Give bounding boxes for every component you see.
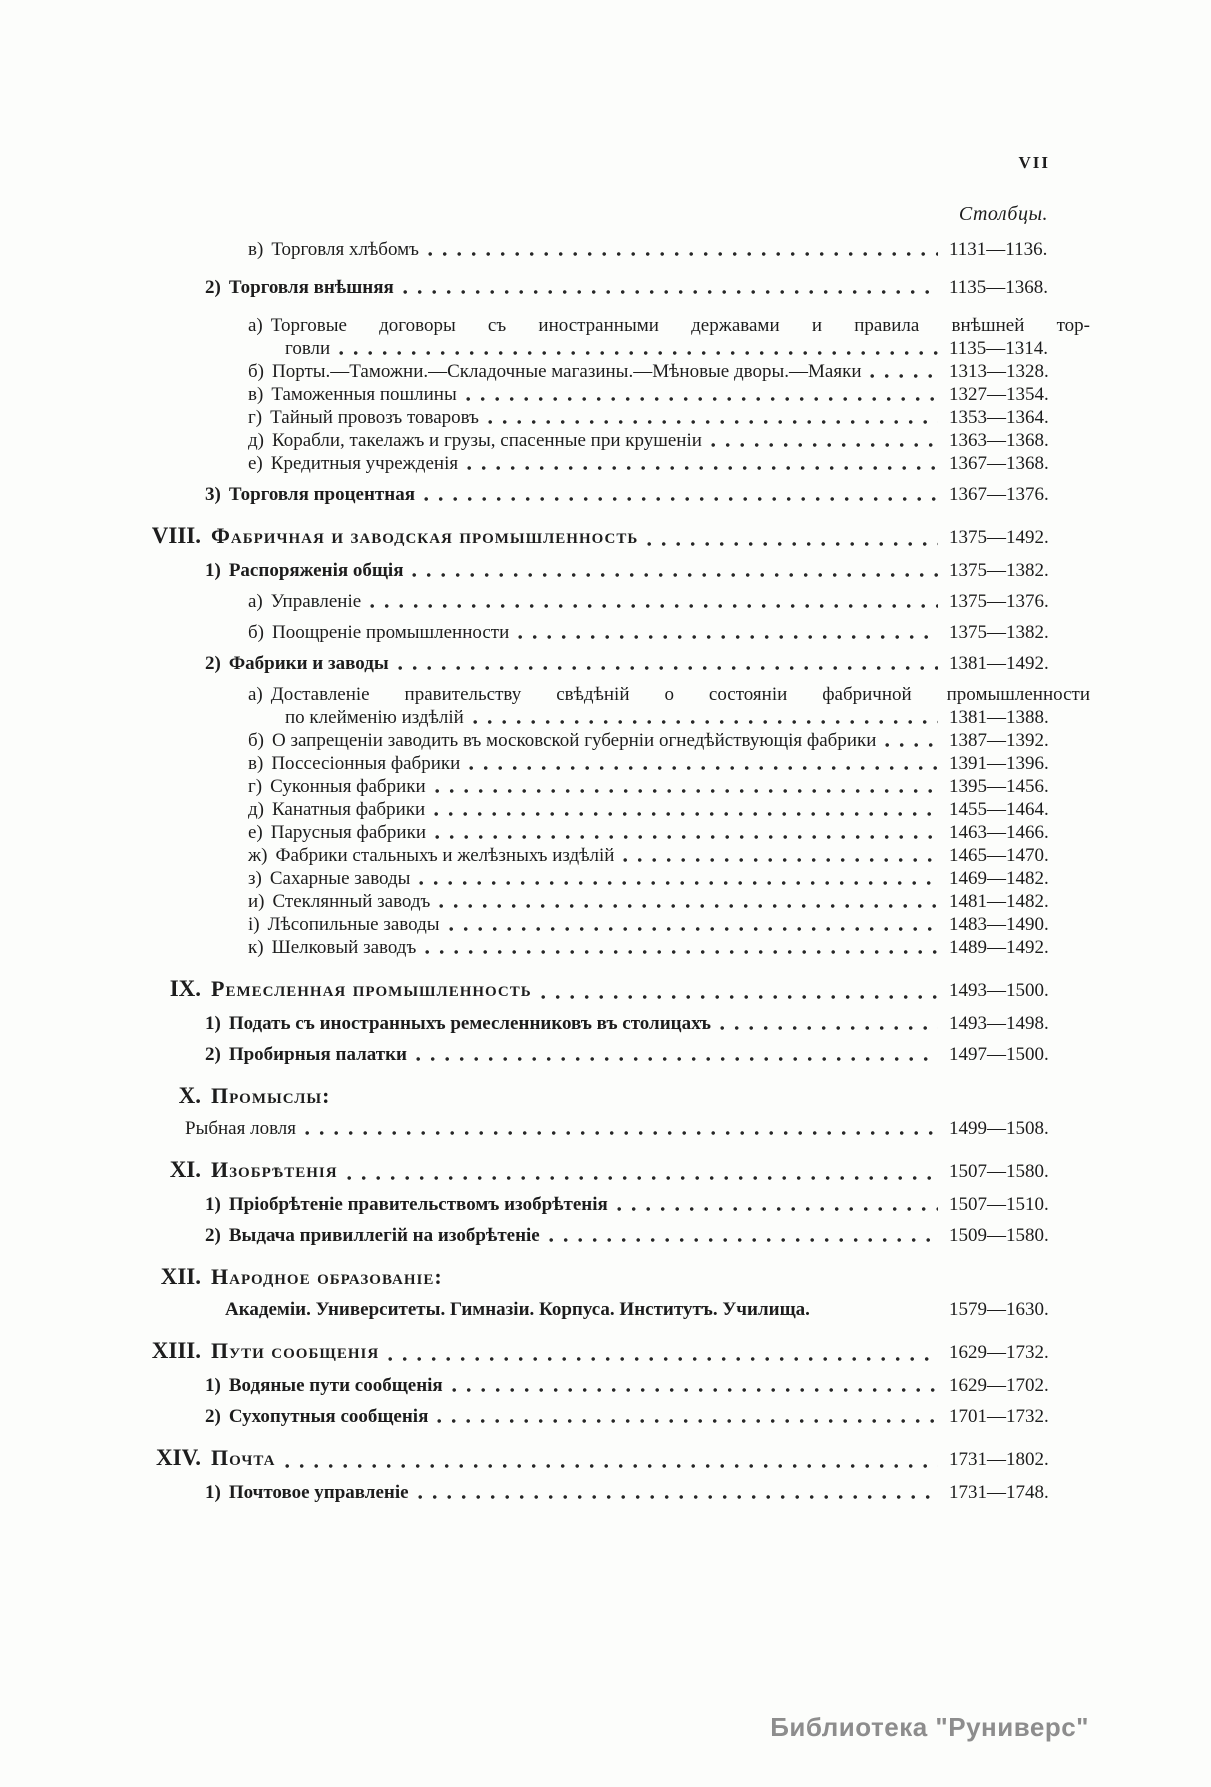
dotted-leader xyxy=(339,350,938,356)
toc-item-label: 2) xyxy=(205,653,221,674)
toc-row xyxy=(137,1299,1090,1321)
toc-item-column-range: 1135—1314. xyxy=(949,338,1049,359)
section-roman-numeral: XI. xyxy=(169,1157,201,1182)
toc-item-column-range: 1135—1368. xyxy=(949,277,1049,298)
toc-item-column-range: 1497—1500. xyxy=(949,1044,1049,1065)
toc-item-label: г) xyxy=(248,407,263,428)
dotted-leader xyxy=(388,1356,938,1362)
toc-item-text: Академіи. Университеты. Гимназіи. Корпуса. Институтъ. Училища. xyxy=(225,1299,810,1320)
dotted-leader xyxy=(885,742,938,748)
dotted-leader xyxy=(437,1418,938,1424)
toc-row xyxy=(137,622,1090,644)
toc-row xyxy=(137,384,1090,406)
section-title: Фабричная и заводская промышленность xyxy=(211,523,639,548)
toc-row xyxy=(137,799,1090,821)
toc-section-row xyxy=(137,1337,1090,1366)
toc-item-text: Торговля процентная xyxy=(228,484,415,505)
toc-row xyxy=(137,484,1090,506)
toc-section-row xyxy=(137,1263,1090,1290)
toc-row xyxy=(137,1375,1090,1397)
toc-item-column-range: 1327—1354. xyxy=(949,384,1049,405)
dotted-leader xyxy=(424,496,938,502)
toc-row xyxy=(137,1013,1090,1035)
dotted-leader xyxy=(434,811,938,817)
toc-item-text: Поссесіонныя фабрики xyxy=(271,753,461,774)
dotted-leader xyxy=(467,465,938,471)
toc-item-label: д) xyxy=(248,430,264,451)
toc-item-column-range: 1701—1732. xyxy=(949,1406,1049,1427)
toc-item-column-range: 1465—1470. xyxy=(949,845,1049,866)
dotted-leader xyxy=(370,603,938,609)
toc-item-label: в) xyxy=(248,239,264,260)
toc-row xyxy=(137,753,1090,775)
toc-item-text: Тайный провозъ товаровъ xyxy=(270,407,480,428)
dotted-leader xyxy=(435,788,938,794)
dotted-leader xyxy=(452,1387,938,1393)
toc-item-column-range: 1489—1492. xyxy=(949,937,1049,958)
toc-item-text: Торговля хлѣбомъ xyxy=(271,239,419,260)
toc-item-label: е) xyxy=(248,453,263,474)
toc-row xyxy=(137,453,1090,475)
toc-item-text: Таможенныя пошлины xyxy=(271,384,457,405)
toc-item-column-range: 1579—1630. xyxy=(949,1299,1049,1320)
toc-row xyxy=(137,822,1090,844)
dotted-leader xyxy=(466,396,938,402)
toc-item-text: Фабрики и заводы xyxy=(228,653,389,674)
toc-row xyxy=(137,315,1090,337)
toc-row xyxy=(137,730,1090,752)
dotted-leader xyxy=(720,1025,938,1031)
toc-item-text: Фабрики стальныхъ и желѣзныхъ издѣлій xyxy=(275,845,615,866)
toc-item-text: Парусныя фабрики xyxy=(270,822,427,843)
dotted-leader xyxy=(623,857,938,863)
toc-row xyxy=(137,591,1090,613)
toc-row xyxy=(137,1118,1090,1140)
toc-item-text: Торговля внѣшняя xyxy=(228,277,394,298)
dotted-leader xyxy=(418,1494,938,1500)
toc-item-label: 2) xyxy=(205,1225,221,1246)
toc-row xyxy=(137,937,1090,959)
toc-row xyxy=(137,430,1090,452)
section-title: Почта xyxy=(211,1445,276,1470)
toc-item-column-range: 1463—1466. xyxy=(949,822,1049,843)
dotted-leader xyxy=(435,834,938,840)
toc-section-row xyxy=(137,1156,1090,1185)
dotted-leader xyxy=(449,926,938,932)
toc-item-text: О запрещеніи заводить въ московской губерніи огнедѣйствующія фабрики xyxy=(272,730,877,751)
dotted-leader xyxy=(428,251,938,257)
toc-item-column-range: 1507—1580. xyxy=(949,1161,1049,1182)
toc-item-text: Выдача привиллегій на изобрѣтеніе xyxy=(228,1225,540,1246)
dotted-leader xyxy=(419,880,938,886)
toc-item-text: Сухопутныя сообщенія xyxy=(228,1406,429,1427)
toc-item-text: Пробирныя палатки xyxy=(228,1044,408,1065)
toc-item-label: і) xyxy=(248,914,260,935)
toc-item-column-range: 1483—1490. xyxy=(949,914,1049,935)
dotted-leader xyxy=(870,373,938,379)
toc-item-label: е) xyxy=(248,822,263,843)
section-roman-numeral: IX. xyxy=(169,976,201,1001)
toc-item-label: б) xyxy=(248,730,264,751)
toc-row xyxy=(137,891,1090,913)
toc-item-text: Корабли, такелажъ и грузы, спасенные при крушеніи xyxy=(272,430,702,451)
toc-item-text: Рыбная ловля xyxy=(185,1118,297,1139)
toc-item-text: Почтовое управленіе xyxy=(228,1482,409,1503)
dotted-leader xyxy=(439,903,938,909)
toc-row xyxy=(137,845,1090,867)
toc-row xyxy=(137,1482,1090,1504)
toc-item-text: по клейменію издѣлій xyxy=(285,707,464,728)
section-title: Изобрѣтенія xyxy=(211,1157,338,1182)
toc-section-row xyxy=(137,1082,1090,1109)
toc-item-column-range: 1353—1364. xyxy=(949,407,1049,428)
toc-item-text: Канатныя фабрики xyxy=(272,799,426,820)
dotted-leader xyxy=(412,572,938,578)
toc-item-column-range: 1381—1388. xyxy=(949,707,1049,728)
toc-row xyxy=(137,1044,1090,1066)
toc-item-label: ж) xyxy=(248,845,268,866)
toc-row xyxy=(137,653,1090,675)
toc-row xyxy=(137,407,1090,429)
toc-item-text: Кредитныя учрежденія xyxy=(270,453,459,474)
toc-item-column-range: 1363—1368. xyxy=(949,430,1049,451)
toc-item-text: Доставленіе правительству свѣдѣній о состояніи фабричной промышленности xyxy=(270,684,1090,705)
toc-item-label: а) xyxy=(248,591,263,612)
toc-row xyxy=(137,277,1090,299)
section-roman-numeral: XIII. xyxy=(151,1338,201,1363)
toc-item-label: а) xyxy=(248,684,263,705)
section-roman-numeral: XIV. xyxy=(156,1445,201,1470)
dotted-leader xyxy=(488,419,938,425)
toc-item-column-range: 1367—1376. xyxy=(949,484,1049,505)
toc-item-column-range: 1493—1498. xyxy=(949,1013,1049,1034)
toc-item-column-range: 1375—1376. xyxy=(949,591,1049,612)
table-of-contents xyxy=(137,238,1090,1504)
toc-item-text: Распоряженія общія xyxy=(228,560,404,581)
toc-item-label: 2) xyxy=(205,1406,221,1427)
dotted-leader xyxy=(473,719,938,725)
toc-row xyxy=(137,1225,1090,1247)
dotted-leader xyxy=(541,994,938,1000)
page-number: VII xyxy=(1018,153,1050,172)
toc-row xyxy=(137,684,1090,706)
toc-row xyxy=(137,1194,1090,1216)
dotted-leader xyxy=(347,1175,938,1181)
toc-item-column-range: 1509—1580. xyxy=(949,1225,1049,1246)
toc-item-column-range: 1499—1508. xyxy=(949,1118,1049,1139)
toc-item-column-range: 1507—1510. xyxy=(949,1194,1049,1215)
toc-item-column-range: 1493—1500. xyxy=(949,980,1049,1001)
toc-row xyxy=(137,914,1090,936)
toc-item-column-range: 1375—1382. xyxy=(949,622,1049,643)
toc-item-label: 1) xyxy=(205,1482,221,1503)
toc-item-label: 1) xyxy=(205,1194,221,1215)
toc-row xyxy=(137,361,1090,383)
toc-item-column-range: 1391—1396. xyxy=(949,753,1049,774)
toc-item-column-range: 1629—1702. xyxy=(949,1375,1049,1396)
toc-item-column-range: 1375—1492. xyxy=(949,527,1049,548)
section-title: Ремесленная промышленность xyxy=(211,976,532,1001)
toc-item-column-range: 1381—1492. xyxy=(949,653,1049,674)
toc-row xyxy=(137,560,1090,582)
toc-item-label: в) xyxy=(248,753,264,774)
toc-item-text: Подать съ иностранныхъ ремесленниковъ въ столицахъ xyxy=(228,1013,711,1034)
section-title: Пути сообщенія xyxy=(211,1338,380,1363)
columns-column-header: Столбцы. xyxy=(958,203,1048,225)
toc-item-label: 2) xyxy=(205,277,221,298)
section-title: Промыслы: xyxy=(211,1083,331,1108)
toc-item-text: Пріобрѣтеніе правительствомъ изобрѣтенія xyxy=(228,1194,608,1215)
toc-item-label: з) xyxy=(248,868,262,889)
toc-item-label: 3) xyxy=(205,484,221,505)
dotted-leader xyxy=(518,634,938,640)
toc-item-column-range: 1387—1392. xyxy=(949,730,1049,751)
section-roman-numeral: XII. xyxy=(160,1264,201,1289)
toc-row xyxy=(137,239,1090,261)
toc-item-column-range: 1131—1136. xyxy=(949,239,1048,260)
toc-item-text: Суконныя фабрики xyxy=(270,776,426,797)
toc-item-column-range: 1455—1464. xyxy=(949,799,1049,820)
toc-item-text: Торговые договоры съ иностранными державами и правила внѣшней тор- xyxy=(270,315,1090,336)
toc-item-label: и) xyxy=(248,891,265,912)
toc-section-row xyxy=(137,522,1090,551)
toc-item-text: говли xyxy=(285,338,331,359)
toc-item-text: Сахарные заводы xyxy=(269,868,411,889)
toc-row xyxy=(137,707,1090,729)
toc-item-text: Шелковый заводъ xyxy=(271,937,417,958)
section-roman-numeral: VIII. xyxy=(151,523,201,548)
toc-item-text: Управленіе xyxy=(270,591,362,612)
toc-item-column-range: 1481—1482. xyxy=(949,891,1049,912)
library-watermark: Библиотека "Руниверс" xyxy=(770,1712,1089,1742)
dotted-leader xyxy=(285,1463,938,1469)
section-title: Народное образованіе: xyxy=(211,1264,443,1289)
toc-item-label: 1) xyxy=(205,560,221,581)
toc-item-label: б) xyxy=(248,622,264,643)
toc-item-column-range: 1367—1368. xyxy=(949,453,1049,474)
toc-item-label: д) xyxy=(248,799,264,820)
toc-item-label: б) xyxy=(248,361,264,382)
toc-item-label: 2) xyxy=(205,1044,221,1065)
toc-item-column-range: 1395—1456. xyxy=(949,776,1049,797)
toc-item-text: Стеклянный заводъ xyxy=(272,891,431,912)
dotted-leader xyxy=(398,665,938,671)
toc-item-label: 1) xyxy=(205,1013,221,1034)
toc-item-column-range: 1375—1382. xyxy=(949,560,1049,581)
toc-section-row xyxy=(137,1444,1090,1473)
toc-item-column-range: 1313—1328. xyxy=(949,361,1049,382)
toc-item-column-range: 1731—1802. xyxy=(949,1449,1049,1470)
dotted-leader xyxy=(617,1206,938,1212)
toc-section-row xyxy=(137,975,1090,1004)
toc-item-label: а) xyxy=(248,315,263,336)
section-roman-numeral: X. xyxy=(178,1083,201,1108)
toc-item-label: к) xyxy=(248,937,264,958)
toc-item-column-range: 1731—1748. xyxy=(949,1482,1049,1503)
toc-item-text: Водяные пути сообщенія xyxy=(228,1375,443,1396)
toc-item-text: Порты.—Таможни.—Складочные магазины.—Мѣновые дворы.—Маяки xyxy=(272,361,862,382)
toc-row xyxy=(137,1406,1090,1428)
toc-item-label: г) xyxy=(248,776,263,797)
toc-item-text: Лѣсопильные заводы xyxy=(267,914,440,935)
toc-row xyxy=(137,338,1090,360)
toc-row xyxy=(137,776,1090,798)
dotted-leader xyxy=(416,1056,938,1062)
dotted-leader xyxy=(549,1237,938,1243)
toc-item-column-range: 1629—1732. xyxy=(949,1342,1049,1363)
toc-item-column-range: 1469—1482. xyxy=(949,868,1049,889)
toc-row xyxy=(137,868,1090,890)
dotted-leader xyxy=(711,442,938,448)
dotted-leader xyxy=(403,289,938,295)
toc-item-label: в) xyxy=(248,384,264,405)
dotted-leader xyxy=(647,541,938,547)
dotted-leader xyxy=(425,949,938,955)
dotted-leader xyxy=(305,1130,938,1136)
toc-item-text: Поощреніе промышленности xyxy=(272,622,510,643)
toc-item-label: 1) xyxy=(205,1375,221,1396)
dotted-leader xyxy=(469,765,938,771)
